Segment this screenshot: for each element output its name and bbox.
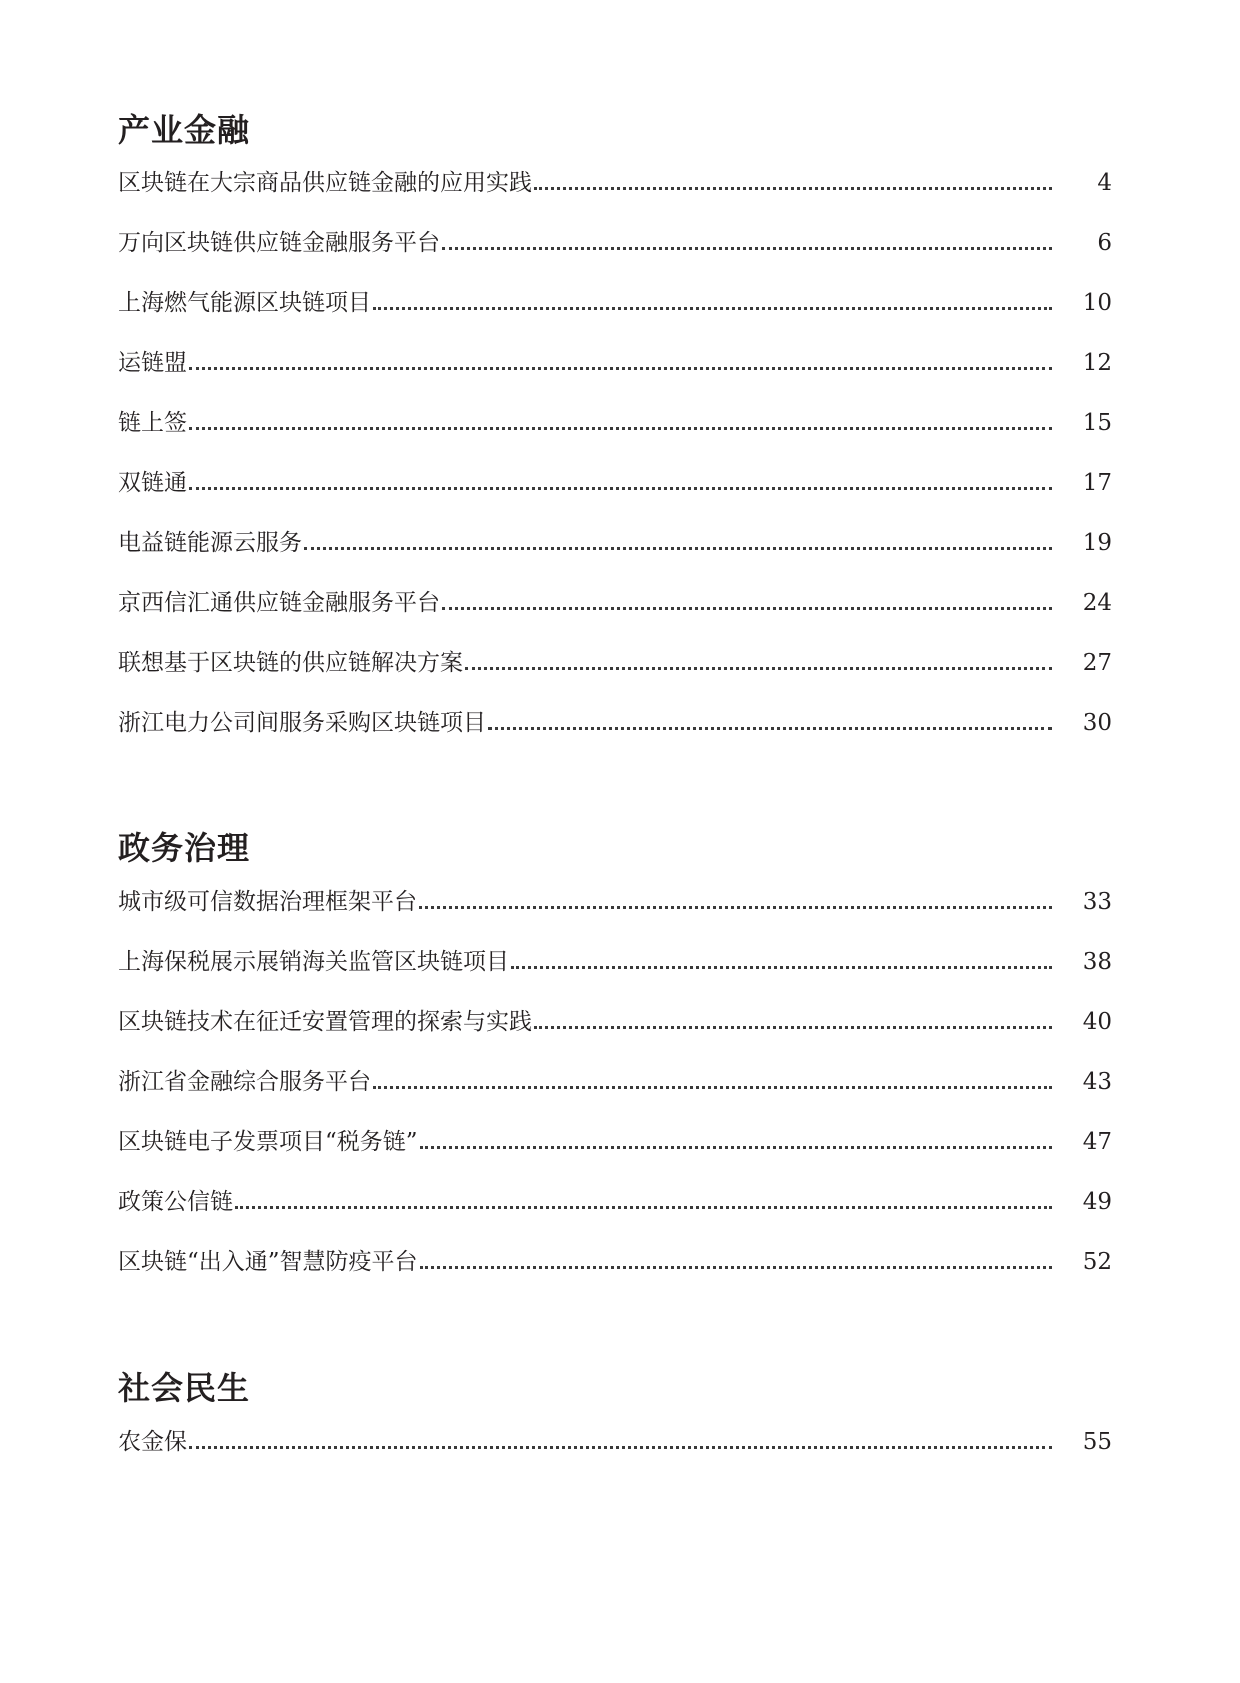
- dot-leader: [189, 427, 1052, 430]
- toc-entry-title: 区块链“出入通”智慧防疫平台: [118, 1249, 418, 1275]
- dot-leader: [420, 1266, 1052, 1269]
- toc-entry-title: 区块链电子发票项目“税务链”: [118, 1129, 418, 1155]
- section-title-government-governance: 政务治理: [118, 829, 251, 867]
- toc-entry-title: 上海保税展示展销海关监管区块链项目: [118, 949, 509, 975]
- toc-entry-page: 15: [1082, 410, 1112, 436]
- toc-entry[interactable]: [118, 340, 1112, 380]
- toc-entry-page: 47: [1082, 1129, 1112, 1155]
- dot-leader: [534, 1026, 1052, 1029]
- toc-entry[interactable]: [118, 400, 1112, 440]
- dot-leader: [189, 487, 1052, 490]
- toc-entry-title: 联想基于区块链的供应链解决方案: [118, 650, 463, 676]
- toc-entry-title: 浙江电力公司间服务采购区块链项目: [118, 710, 486, 736]
- toc-entry-page: 12: [1082, 350, 1112, 376]
- toc-entry[interactable]: [118, 640, 1112, 680]
- dot-leader: [189, 1446, 1052, 1449]
- toc-entry-title: 城市级可信数据治理框架平台: [118, 889, 417, 915]
- dot-leader: [235, 1206, 1052, 1209]
- dot-leader: [373, 307, 1052, 310]
- toc-entry[interactable]: [118, 580, 1112, 620]
- toc-entry[interactable]: [118, 879, 1112, 919]
- toc-entry-page: 17: [1082, 470, 1112, 496]
- section-title-industrial-finance: 产业金融: [118, 111, 251, 149]
- dot-leader: [304, 547, 1052, 550]
- toc-entry-title: 浙江省金融综合服务平台: [118, 1069, 371, 1095]
- toc-entry-page: 27: [1082, 650, 1112, 676]
- toc-entry-page: 52: [1082, 1249, 1112, 1275]
- toc-entry-page: 4: [1097, 170, 1112, 196]
- dot-leader: [373, 1086, 1052, 1089]
- toc-entry[interactable]: [118, 1419, 1112, 1459]
- dot-leader: [465, 667, 1052, 670]
- toc-entry[interactable]: [118, 280, 1112, 320]
- toc-entry-page: 30: [1082, 710, 1112, 736]
- dot-leader: [442, 247, 1052, 250]
- dot-leader: [420, 1146, 1052, 1149]
- toc-entry[interactable]: [118, 520, 1112, 560]
- toc-entry-page: 19: [1082, 530, 1112, 556]
- toc-entry-page: 38: [1082, 949, 1112, 975]
- toc-entry-title: 京西信汇通供应链金融服务平台: [118, 590, 440, 616]
- toc-entry[interactable]: [118, 1059, 1112, 1099]
- toc-entry-title: 运链盟: [118, 350, 187, 376]
- dot-leader: [189, 367, 1052, 370]
- dot-leader: [419, 906, 1052, 909]
- toc-entry-page: 43: [1082, 1069, 1112, 1095]
- dot-leader: [511, 966, 1052, 969]
- toc-entry[interactable]: [118, 1119, 1112, 1159]
- toc-entry-title: 双链通: [118, 470, 187, 496]
- toc-entry-page: 10: [1082, 290, 1112, 316]
- toc-entry-title: 电益链能源云服务: [118, 530, 302, 556]
- toc-entry[interactable]: [118, 999, 1112, 1039]
- section-title-social-livelihood: 社会民生: [118, 1369, 251, 1407]
- toc-entry[interactable]: [118, 460, 1112, 500]
- dot-leader: [488, 727, 1052, 730]
- toc-entry-title: 区块链技术在征迁安置管理的探索与实践: [118, 1009, 532, 1035]
- dot-leader: [534, 187, 1052, 190]
- toc-entry-page: 6: [1097, 230, 1112, 256]
- toc-entry[interactable]: [118, 220, 1112, 260]
- toc-entry-title: 农金保: [118, 1429, 187, 1455]
- toc-entry-page: 33: [1082, 889, 1112, 915]
- toc-entry-title: 上海燃气能源区块链项目: [118, 290, 371, 316]
- toc-entry[interactable]: [118, 700, 1112, 740]
- toc-entry[interactable]: [118, 1239, 1112, 1279]
- toc-entry[interactable]: [118, 1179, 1112, 1219]
- toc-entry-title: 万向区块链供应链金融服务平台: [118, 230, 440, 256]
- toc-entry-title: 区块链在大宗商品供应链金融的应用实践: [118, 170, 532, 196]
- toc-entry[interactable]: [118, 939, 1112, 979]
- toc-entry-title: 链上签: [118, 410, 187, 436]
- toc-entry[interactable]: [118, 160, 1112, 200]
- dot-leader: [442, 607, 1052, 610]
- toc-entry-page: 49: [1082, 1189, 1112, 1215]
- toc-entry-title: 政策公信链: [118, 1189, 233, 1215]
- toc-entry-page: 24: [1082, 590, 1112, 616]
- toc-entry-page: 55: [1082, 1429, 1112, 1455]
- toc-entry-page: 40: [1082, 1009, 1112, 1035]
